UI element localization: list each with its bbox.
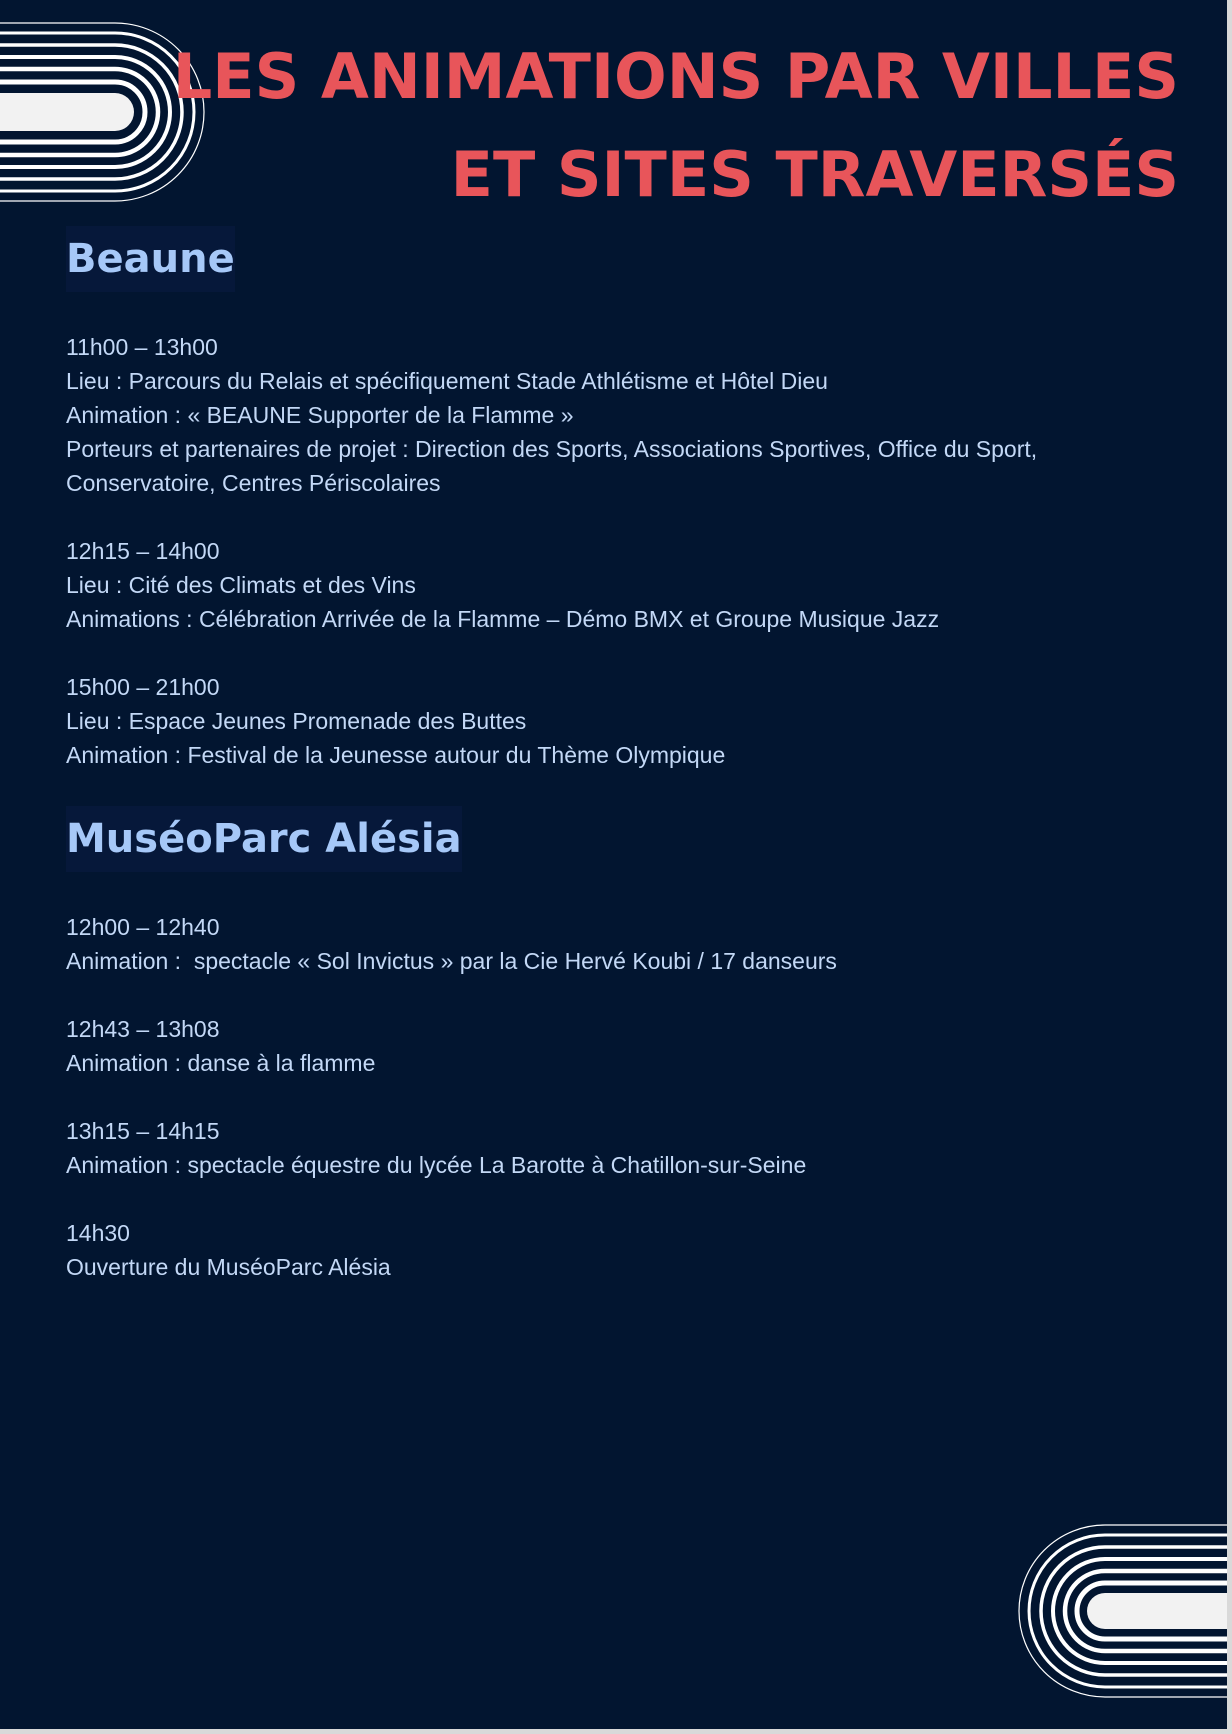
slot-line: Animation : spectacle « Sol Invictus » par la Cie Hervé Koubi / 17 danseurs (66, 948, 837, 974)
content (66, 226, 1186, 1318)
city-heading: MuséoParc Alésia (66, 806, 462, 872)
slot-line: Conservatoire, Centres Périscolaires (66, 470, 441, 496)
slot-time: 13h15 – 14h15 (66, 1118, 220, 1144)
slot-line: Animation : « BEAUNE Supporter de la Flamme » (66, 402, 574, 428)
slot-time: 12h00 – 12h40 (66, 914, 220, 940)
slot-line: Porteurs et partenaires de projet : Direction des Sports, Associations Sportives, Office du Sport, (66, 436, 1038, 462)
slot-line: Lieu : Cité des Climats et des Vins (66, 572, 416, 598)
slot-line: Animation : Festival de la Jeunesse autour du Thème Olympique (66, 742, 726, 768)
schedule-slot (66, 1012, 1186, 1080)
slot-time: 12h43 – 13h08 (66, 1016, 220, 1042)
city-section-beaune (66, 226, 1186, 772)
schedule-slot (66, 670, 1186, 772)
slot-line: Animation : danse à la flamme (66, 1050, 376, 1076)
page-title (173, 28, 1179, 224)
slot-time: 12h15 – 14h00 (66, 538, 220, 564)
schedule-slot (66, 1114, 1186, 1182)
schedule-slot (66, 910, 1186, 978)
city-heading: Beaune (66, 226, 235, 292)
slot-time: 15h00 – 21h00 (66, 674, 220, 700)
slot-time: 11h00 – 13h00 (66, 334, 218, 360)
title-line-1: LES ANIMATIONS PAR VILLES (172, 40, 1179, 113)
slot-line: Animations : Célébration Arrivée de la Flamme – Démo BMX et Groupe Musique Jazz (66, 606, 940, 632)
schedule-list (66, 910, 1186, 1284)
slot-line: Ouverture du MuséoParc Alésia (66, 1254, 391, 1280)
schedule-slot (66, 1216, 1186, 1284)
schedule-list (66, 330, 1186, 772)
slot-time: 14h30 (66, 1220, 130, 1246)
slot-line: Lieu : Parcours du Relais et spécifiquement Stade Athlétisme et Hôtel Dieu (66, 368, 828, 394)
schedule-slot (66, 330, 1186, 500)
track-lines-icon (1018, 1524, 1227, 1699)
slot-line: Lieu : Espace Jeunes Promenade des Buttes (66, 708, 527, 734)
title-line-2: ET SITES TRAVERSÉS (450, 138, 1179, 211)
city-section-museoparc-alesia (66, 806, 1186, 1284)
slot-line: Animation : spectacle équestre du lycée La Barotte à Chatillon-sur-Seine (66, 1152, 807, 1178)
schedule-slot (66, 534, 1186, 636)
